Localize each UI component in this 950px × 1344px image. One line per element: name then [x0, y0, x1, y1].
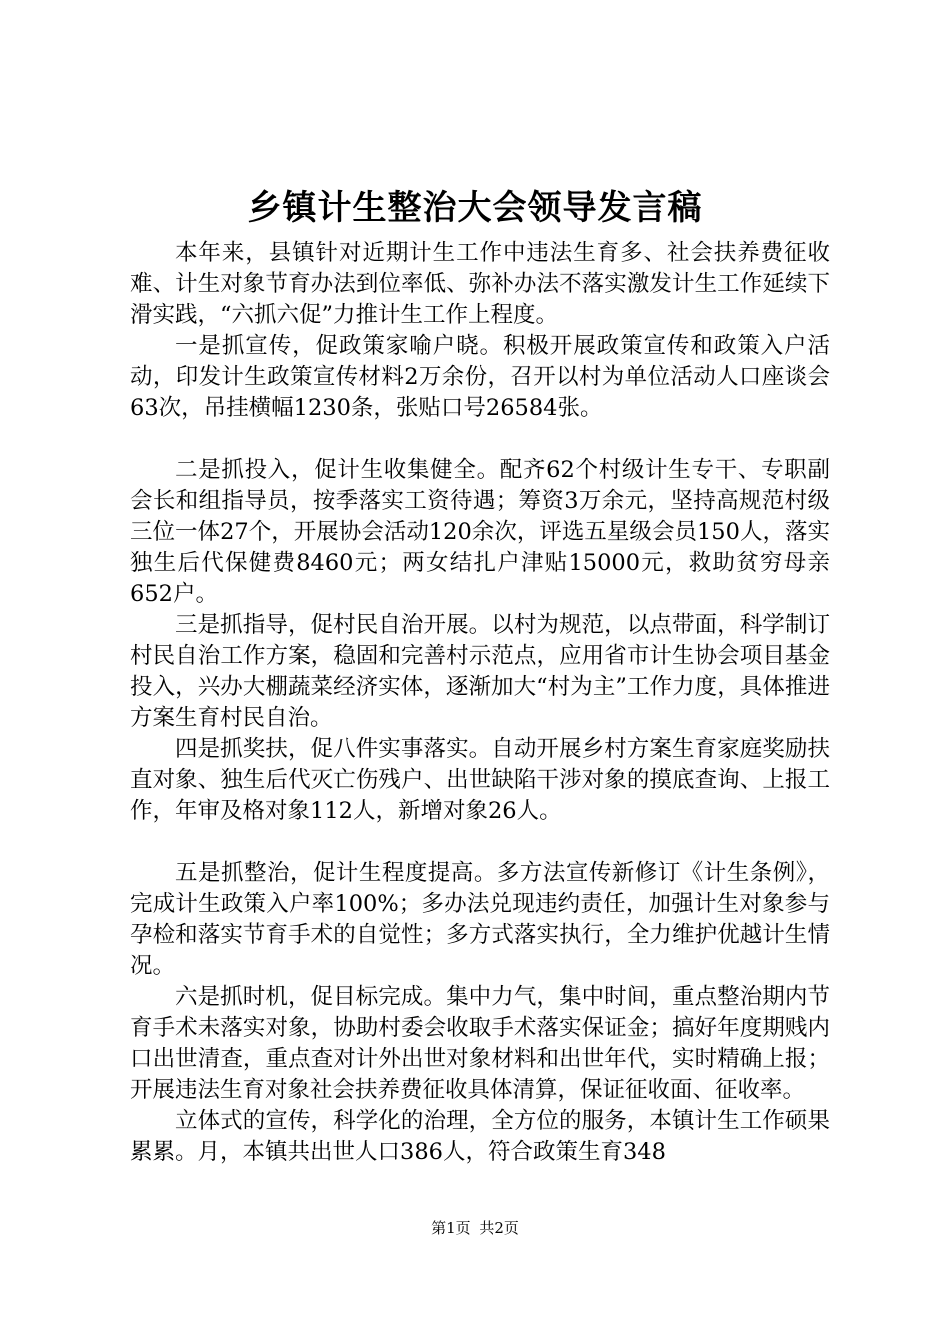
paragraph-point-1: 一是抓宣传，促政策家喻户晓。积极开展政策宣传和政策入户活动，印发计生政策宣传材料2万余份，召开以村为单位活动人口座谈会63次，吊挂横幅1230条，张贴口号26584张。: [130, 333, 830, 421]
page-footer: [0, 1218, 950, 1238]
current-page-number: 第1页: [431, 1219, 471, 1237]
document-body: [130, 238, 830, 1168]
paragraph-point-4: 四是抓奖扶，促八件实事落实。自动开展乡村方案生育家庭奖励扶直对象、独生后代灭亡伤残户、出世缺陷干涉对象的摸底查询、上报工作，年审及格对象112人，新增对象26人。: [130, 736, 830, 824]
paragraph-intro: 本年来，县镇针对近期计生工作中违法生育多、社会扶养费征收难、计生对象节育办法到位率低、弥补办法不落实激发计生工作延续下滑实践，“六抓六促”力推计生工作上程度。: [130, 240, 830, 328]
paragraph-spacer: [130, 827, 830, 858]
paragraph-point-2: 二是抓投入，促计生收集健全。配齐62个村级计生专干、专职副会长和组指导员，按季落实工资待遇；筹资3万余元，坚持高规范村级三位一体27个，开展协会活动120余次，评选五星级会员150人，落实独生后代保健费8460元；两女结扎户津贴15000元，救助贫穷母亲652户。: [130, 457, 830, 607]
paragraph-spacer: [130, 424, 830, 455]
paragraph-point-3: 三是抓指导，促村民自治开展。以村为规范，以点带面，科学制订村民自治工作方案，稳固和完善村示范点，应用省市计生协会项目基金投入，兴办大棚蔬菜经济实体，逐渐加大“村为主”工作力度，具体推进方案生育村民自治。: [130, 612, 830, 731]
paragraph-summary: 立体式的宣传，科学化的治理，全方位的服务，本镇计生工作硕果累累。月，本镇共出世人口386人，符合政策生育348: [130, 1108, 830, 1165]
paragraph-point-6: 六是抓时机，促目标完成。集中力气，集中时间，重点整治期内节育手术未落实对象，协助村委会收取手术落实保证金；搞好年度期贱内口出世清查，重点查对计外出世对象材料和出世年代，实时精确上报；开展违法生育对象社会扶养费征收具体清算，保证征收面、征收率。: [130, 984, 830, 1103]
total-page-count: 共2页: [479, 1219, 519, 1237]
document-title: 乡镇计生整治大会领导发言稿: [247, 188, 703, 228]
paragraph-point-5: 五是抓整治，促计生程度提高。多方法宣传新修订《计生条例》，完成计生政策入户率100%；多办法兑现违约责任，加强计生对象参与孕检和落实节育手术的自觉性；多方式落实执行，全力维护优越计生情况。: [130, 860, 830, 979]
